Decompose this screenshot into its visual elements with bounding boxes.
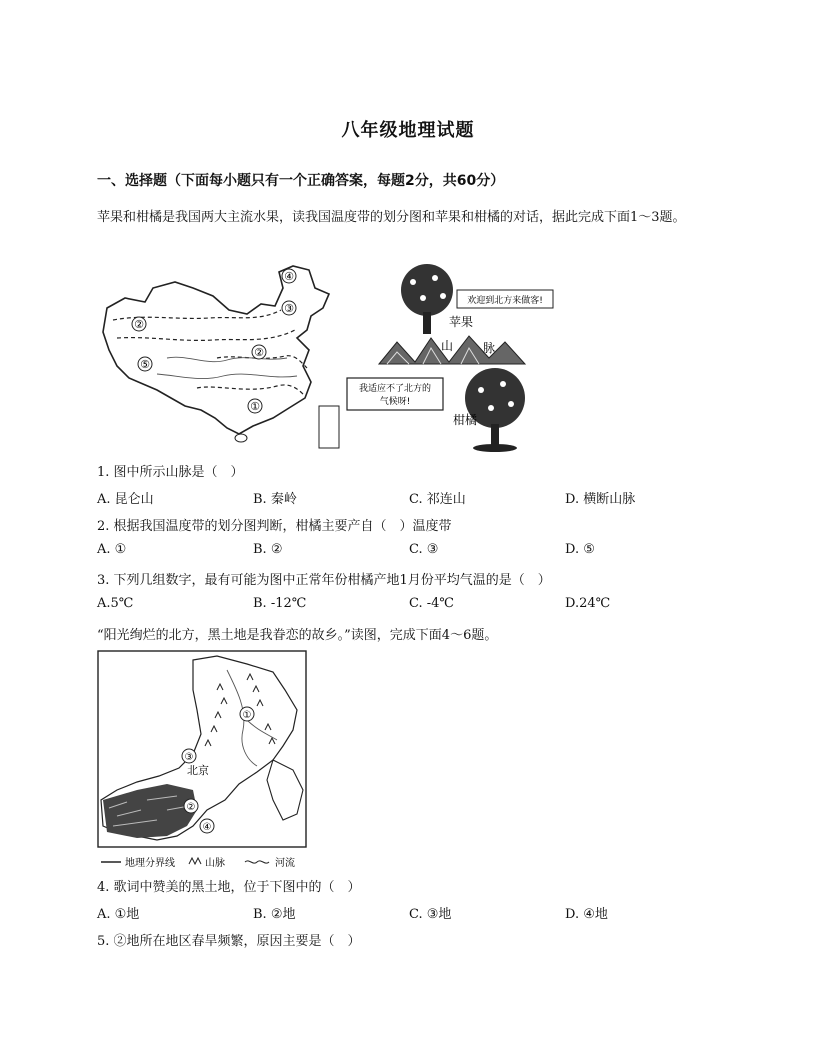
question-3: 3. 下列几组数字，最有可能为图中正常年份柑橘产地1月份平均气温的是（ ） — [97, 573, 551, 588]
q1-option-c[interactable]: C. 祁连山 — [409, 492, 466, 507]
q1-option-d[interactable]: D. 横断山脉 — [565, 492, 636, 507]
orange-tree-icon — [465, 368, 525, 452]
map-label-2-east: ② — [254, 346, 264, 359]
mountain-label-shan: 山 — [441, 339, 454, 353]
q4-option-b[interactable]: B. ②地 — [253, 907, 296, 922]
q2-option-c[interactable]: C. ③ — [409, 542, 439, 557]
map-label-2-west: ② — [134, 318, 144, 331]
map-label-3: ③ — [284, 302, 294, 315]
ne-map-label-2: ② — [186, 802, 196, 813]
q3-option-d[interactable]: D.24℃ — [565, 596, 611, 611]
question-2: 2. 根据我国温度带的划分图判断，柑橘主要产自（ ）温度带 — [97, 519, 452, 534]
q4-option-c[interactable]: C. ③地 — [409, 907, 452, 922]
question-5: 5. ②地所在地区春旱频繁，原因主要是（ ） — [97, 934, 361, 949]
legend-boundary: 地理分界线 — [125, 858, 175, 869]
mountain-label-mai: 脉 — [483, 341, 496, 355]
map-legend — [101, 856, 295, 869]
figure-northeast-map — [97, 650, 309, 876]
q2-option-b[interactable]: B. ② — [253, 542, 283, 557]
ne-map-label-4: ④ — [202, 822, 212, 833]
map-label-4: ④ — [284, 270, 294, 283]
q1-option-a[interactable]: A. 昆仑山 — [97, 492, 154, 507]
northeast-map-illustration — [97, 650, 309, 872]
figure-temperature-zone-map — [97, 258, 557, 458]
legend-mountain: 山脉 — [205, 858, 225, 869]
orange-label: 柑橘 — [453, 413, 478, 427]
legend-river: 河流 — [275, 858, 295, 869]
q4-option-a[interactable]: A. ①地 — [97, 907, 140, 922]
q4-option-d[interactable]: D. ④地 — [565, 907, 608, 922]
intro-paragraph-1: 苹果和柑橘是我国两大主流水果，读我国温度带的划分图和苹果和柑橘的对话，据此完成下面1～3题。 — [97, 210, 686, 225]
apple-tree-icon — [401, 264, 453, 334]
map-label-5: ⑤ — [140, 358, 150, 371]
section-heading: 一、选择题（下面每小题只有一个正确答案，每题2分，共60分） — [97, 173, 505, 189]
ne-map-label-1: ① — [242, 710, 252, 721]
intro-paragraph-2: “阳光绚烂的北方，黑土地是我眷恋的故乡。”读图，完成下面4～6题。 — [97, 628, 498, 643]
q3-option-c[interactable]: C. -4℃ — [409, 596, 454, 611]
q3-option-a[interactable]: A.5℃ — [97, 596, 134, 611]
q2-option-a[interactable]: A. ① — [97, 542, 127, 557]
question-4: 4. 歌词中赞美的黑土地，位于下图中的（ ） — [97, 880, 361, 895]
orange-speech-line-1: 我适应不了北方的 — [358, 384, 432, 394]
ne-map-label-3: ③ — [184, 752, 194, 763]
ne-map-label-beijing: 北京 — [187, 764, 209, 777]
map-label-1: ① — [250, 400, 260, 413]
page-title: 八年级地理试题 — [341, 120, 475, 141]
orange-speech-line-2: 气候呀! — [379, 397, 411, 407]
q2-option-d[interactable]: D. ⑤ — [565, 542, 595, 557]
question-1: 1. 图中所示山脉是（ ） — [97, 465, 244, 480]
apple-speech-bubble: 欢迎到北方来做客! — [467, 296, 543, 306]
apple-label: 苹果 — [449, 315, 474, 329]
temperature-zone-illustration — [97, 258, 557, 454]
q3-option-b[interactable]: B. -12℃ — [253, 596, 307, 611]
q1-option-b[interactable]: B. 秦岭 — [253, 492, 297, 507]
